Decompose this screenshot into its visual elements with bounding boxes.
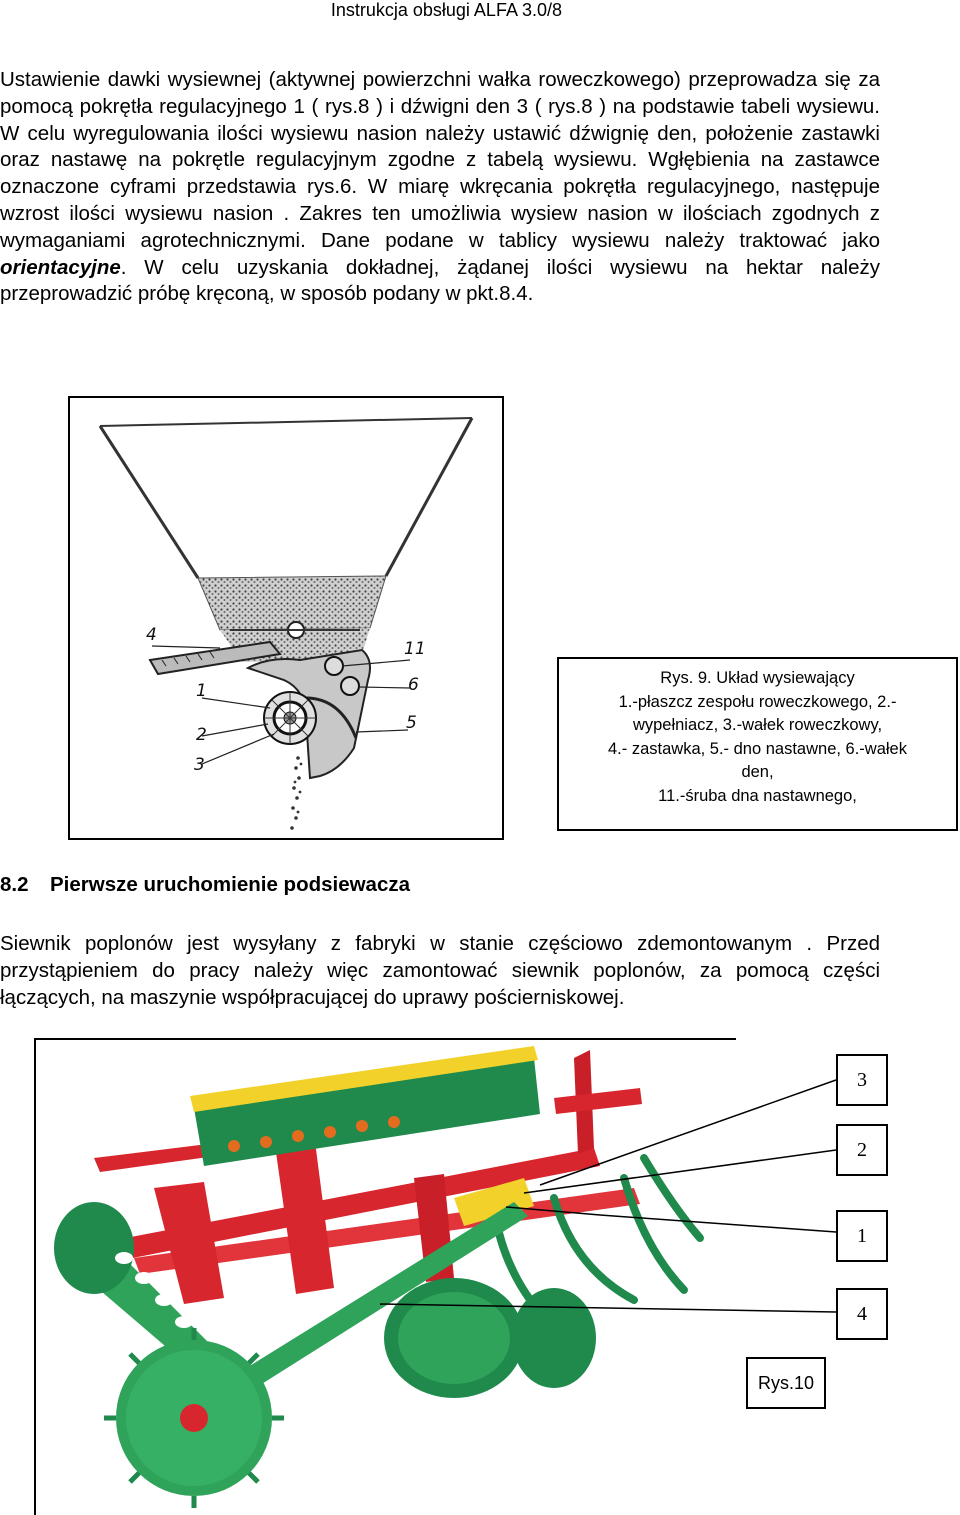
caption-line: Rys. 9. Układ wysiewający <box>660 669 855 687</box>
figure9-caption <box>557 657 958 831</box>
figure-machine-photo <box>34 1038 736 1515</box>
caption-line: den, <box>741 763 774 781</box>
paragraph-seeding-dose <box>0 67 880 308</box>
figure10-caption: Rys.10 <box>746 1357 826 1409</box>
callout-label: 4 <box>836 1288 888 1340</box>
section-number: 8.2 <box>0 873 29 896</box>
callout-label: 3 <box>836 1054 888 1106</box>
callout-label: 1 <box>836 1210 888 1262</box>
caption-line: 4.- zastawka, 5.- dno nastawne, 6.-wałek <box>608 739 907 758</box>
part-label-3: 3 <box>194 755 205 775</box>
section-title: Pierwsze uruchomienie podsiewacza <box>50 873 411 896</box>
part-label-4: 4 <box>146 625 157 645</box>
caption-line: 1.-płaszcz zespołu roweczkowego, 2.- <box>618 692 897 711</box>
callout-label: 2 <box>836 1124 888 1176</box>
paragraph-first-start: Siewnik poplonów jest wysyłany z fabryki w stanie częściowo zdemontowanym . Przed przystąpieniem do pracy należy więc zamontować siewnik poplonów, za pomocą części łączących, na maszynie współpracującej do uprawy pościerniskowej. <box>0 932 880 1009</box>
seeding-unit-sketch <box>70 398 502 838</box>
part-label-5: 5 <box>406 713 417 733</box>
part-label-2: 2 <box>196 725 207 745</box>
caption-line: wypełniacz, 3.-wałek roweczkowy, <box>632 716 883 734</box>
part-label-11: 11 <box>404 639 426 659</box>
part-label-1: 1 <box>196 681 207 701</box>
document-header: Instrukcja obsługi ALFA 3.0/8 <box>330 0 562 20</box>
section-heading <box>0 873 410 897</box>
paragraph-text-end: . W celu uzyskania dokładnej, żądanej ilości wysiewu na hektar należy przeprowadzić próbę kręconą, w sposób podany w pkt.8.4. <box>0 255 880 306</box>
paragraph-text: Ustawienie dawki wysiewnej (aktywnej powierzchni wałka roweczkowego) przeprowadza się za pomocą pokrętła regulacyjnego 1 ( rys.8 ) i dźwigni den 3 ( rys.8 ) na podstawie tabeli wysiewu. W celu wyregulowania ilości wysiewu nasion należy ustawić dźwignię den, położenie zastawki oraz nastawę na pokrętle regulacyjnym zgodne z tabelą wysiewu. Wgłębienia na zastawce oznaczone cyframi przedstawia rys.6. W miarę wkręcania pokrętła regulacyjnego, następuje wzrost ilości wysiewu nasion . Zakres ten umożliwia wysiew nasion w ilościach zgodnych z wymaganiami agrotechnicznymi. Dane podane w tablicy wysiewu należy traktować jako <box>0 68 880 252</box>
photo-frame-top <box>34 1038 736 1040</box>
part-label-6: 6 <box>408 675 419 695</box>
caption-line: 11.-śruba dna nastawnego, <box>658 786 857 805</box>
figure-seeding-unit-drawing <box>68 396 504 840</box>
photo-frame-left <box>34 1038 36 1515</box>
emphasis-text: orientacyjne <box>0 255 121 279</box>
machine-illustration <box>34 1038 736 1515</box>
